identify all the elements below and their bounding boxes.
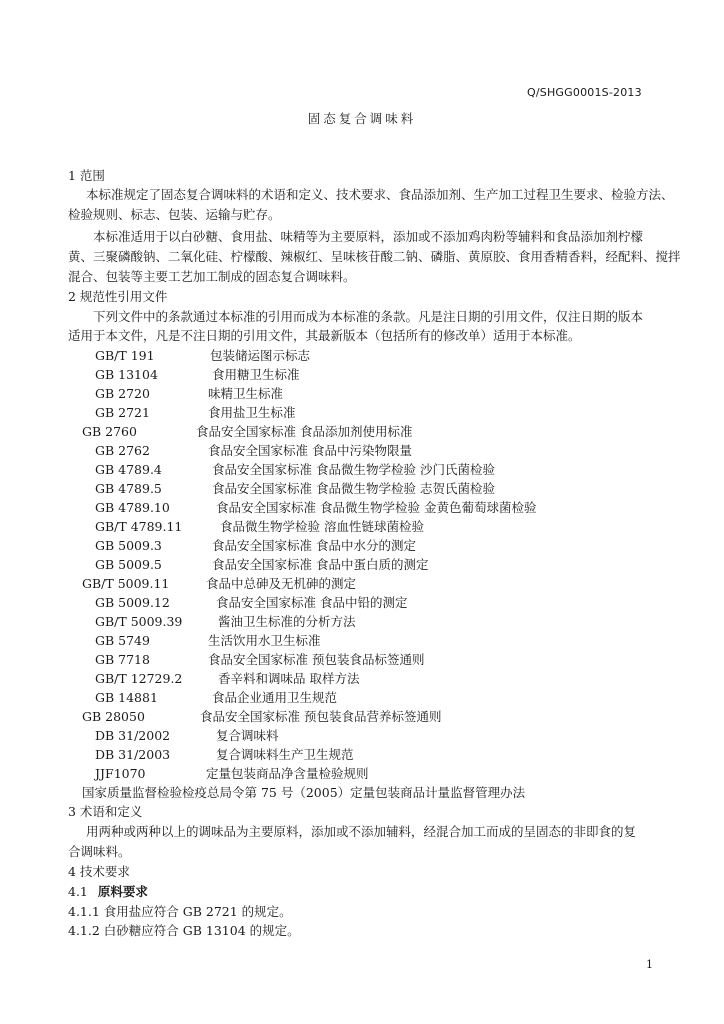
reference-title: 香辛料和调味品 取样方法 [218,671,360,686]
reference-title: 定量包装商品净含量检验规则 [206,766,369,781]
reference-code: GB 4789.10 [95,500,170,515]
section-1-paragraph-2-line-3: 混合、包装等主要工艺加工制成的固态复合调味料。 [68,269,356,284]
section-1-heading: 1 范围 [68,168,105,183]
reference-title: 食品中总砷及无机砷的测定 [206,576,357,591]
reference-title: 食品安全国家标准 食品中蛋白质的测定 [212,557,429,572]
section-1-paragraph-1-line-1: 本标准规定了固态复合调味料的术语和定义、技术要求、食品添加剂、生产加工过程卫生要求、检验方法、 [86,187,674,202]
reference-title: 复合调味料 [216,728,279,743]
reference-title: 包装储运图示标志 [210,348,311,363]
reference-title: 食用糖卫生标准 [212,367,300,382]
section-3-paragraph-line-2: 合调味料。 [68,844,131,859]
reference-code: GB 2760 [82,424,137,439]
reference-title: 食品安全国家标准 食品中污染物限量 [208,443,412,458]
section-2-paragraph-line-2: 适用于本文件，凡是不注日期的引用文件，其最新版本（包括所有的修改单）适用于本标准。 [68,328,581,343]
reference-code: GB 13104 [95,367,158,382]
section-1-paragraph-2-line-2: 黄、三聚磷酸钠、二氧化硅、柠檬酸、辣椒红、呈味核苷酸二钠、磷脂、黄原胶、食用香精香料，经配料、搅拌 [68,249,681,264]
reference-code: GB/T 5009.11 [82,576,170,591]
reference-title: 食品安全国家标准 食品中铅的测定 [216,595,408,610]
reference-code: GB 2762 [95,443,150,458]
section-2-paragraph-line-1: 下列文件中的条款通过本标准的引用而成为本标准的条款。凡是注日期的引用文件，仅注日期的版本 [93,309,644,324]
page-number: 1 [646,958,653,971]
reference-code: GB 4789.5 [95,481,162,496]
reference-code: GB/T 5009.39 [95,614,183,629]
reference-code: GB 5009.3 [95,538,162,553]
reference-title: 食用盐卫生标准 [208,405,296,420]
reference-code: JJF1070 [95,766,146,781]
reference-title: 食品安全国家标准 预包装食品营养标签通则 [200,709,442,724]
reference-title: 酱油卫生标准的分析方法 [218,614,356,629]
clause-4-1-2: 4.1.2 白砂糖应符合 GB 13104 的规定。 [68,923,300,938]
reference-code: GB 2721 [95,405,150,420]
section-4-heading: 4 技术要求 [68,864,130,879]
section-4-1-number: 4.1 [68,884,88,899]
reference-title: 食品安全国家标准 食品添加剂使用标准 [196,424,413,439]
reference-code: GB 2720 [95,386,150,401]
reference-code: GB 5749 [95,633,150,648]
reference-code: GB/T 191 [95,348,155,363]
reference-code: DB 31/2003 [95,747,171,762]
reference-code: GB/T 12729.2 [95,671,183,686]
reference-title: 食品微生物学检验 溶血性链球菌检验 [220,519,424,534]
reference-code: GB/T 4789.11 [95,519,183,534]
section-4-1-heading [68,883,148,900]
reference-title: 食品安全国家标准 食品微生物学检验 志贺氏菌检验 [212,481,495,496]
reference-code: GB 7718 [95,652,150,667]
reference-title: 生活饮用水卫生标准 [208,633,321,648]
reference-code: GB 5009.12 [95,595,170,610]
reference-title: 食品安全国家标准 食品微生物学检验 沙门氏菌检验 [212,462,495,477]
reference-code: GB 4789.4 [95,462,162,477]
section-1-paragraph-1-line-2: 检验规则、标志、包装、运输与贮存。 [68,207,281,222]
section-2-heading: 2 规范性引用文件 [68,289,168,304]
section-3-paragraph-line-1: 用两种或两种以上的调味品为主要原料，添加或不添加辅料，经混合加工而成的呈固态的非即食的复 [86,824,637,839]
reference-code: GB 5009.5 [95,557,162,572]
reference-title: 复合调味料生产卫生规范 [216,747,354,762]
reference-title: 味精卫生标准 [208,386,284,401]
reference-title: 食品企业通用卫生规范 [212,690,338,705]
reference-code: GB 28050 [82,709,145,724]
clause-4-1-1: 4.1.1 食用盐应符合 GB 2721 的规定。 [68,904,292,919]
document-title: 固态复合调味料 [307,111,417,126]
reference-title: 食品安全国家标准 食品微生物学检验 金黄色葡萄球菌检验 [216,500,537,515]
reference-code: DB 31/2002 [95,728,171,743]
reference-title: 食品安全国家标准 食品中水分的测定 [212,538,416,553]
reference-title: 食品安全国家标准 预包装食品标签通则 [208,652,425,667]
section-4-1-title: 原料要求 [97,884,148,899]
section-2-regulation-line: 国家质量监督检验检疫总局令第 75 号（2005）定量包装商品计量监督管理办法 [82,785,526,800]
section-3-heading: 3 术语和定义 [68,804,143,819]
standard-code: Q/SHGG0001S-2013 [527,86,642,99]
section-1-paragraph-2-line-1: 本标准适用于以白砂糖、食用盐、味精等为主要原料，添加或不添加鸡肉粉等辅料和食品添加剂柠檬 [93,229,644,244]
reference-code: GB 14881 [95,690,158,705]
